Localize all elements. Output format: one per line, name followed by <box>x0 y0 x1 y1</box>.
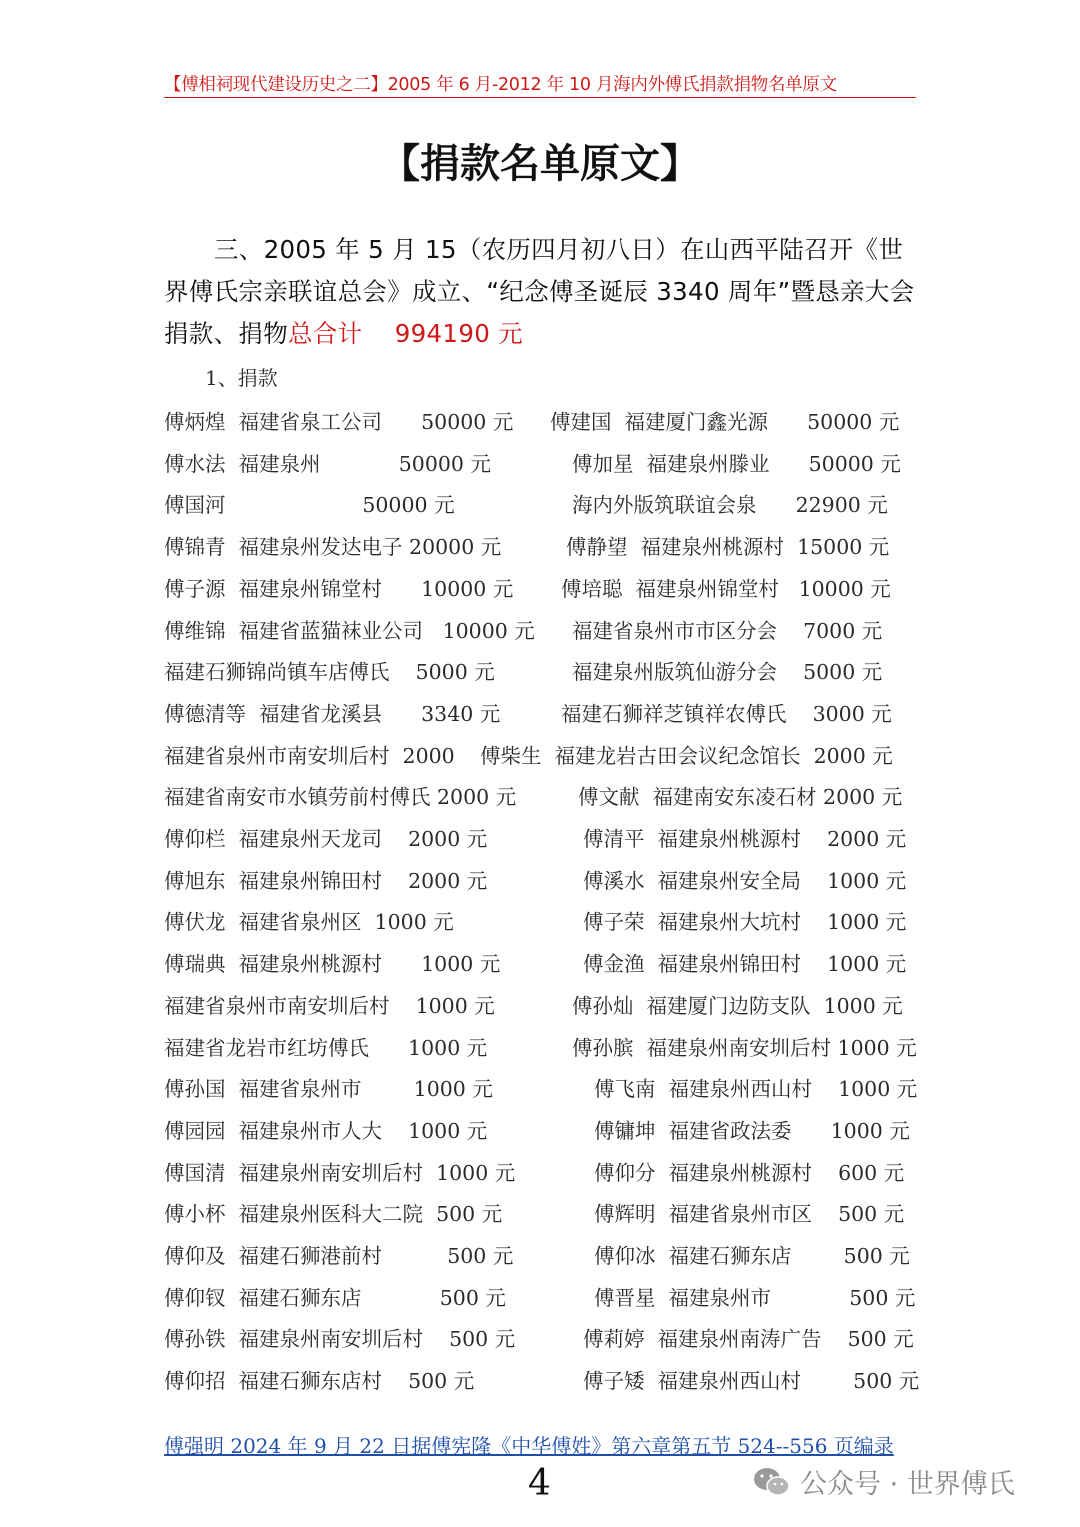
donation-left: 傅孙国 福建省泉州市 1000 元 <box>164 1077 493 1102</box>
donation-row <box>0 655 1080 685</box>
donation-row <box>0 780 1080 810</box>
donation-left: 福建石狮锦尚镇车店傅氏 5000 元 <box>164 660 495 685</box>
donation-left: 傅园园 福建泉州市人大 1000 元 <box>164 1118 488 1143</box>
donation-left: 傅国清 福建泉州南安圳后村 1000 元 <box>164 1160 516 1185</box>
donation-row <box>0 697 1080 727</box>
donation-row <box>0 405 1080 435</box>
donation-left: 傅子源 福建泉州锦堂村 10000 元 <box>164 576 514 601</box>
donation-right: 傅晋星 福建泉州市 500 元 <box>594 1285 916 1310</box>
donation-right: 傅静望 福建泉州桃源村 15000 元 <box>566 535 890 560</box>
donation-row <box>0 822 1080 852</box>
donation-row <box>0 530 1080 560</box>
donation-row <box>0 1281 1080 1311</box>
donation-right: 傅孙膑 福建泉州南安圳后村 1000 元 <box>572 1035 917 1060</box>
donation-row <box>0 1322 1080 1352</box>
donation-right: 傅仰分 福建泉州桃源村 600 元 <box>594 1160 905 1185</box>
donation-right: 福建石狮祥芝镇祥农傅氏 3000 元 <box>561 701 892 726</box>
donation-right: 傅柴生 福建龙岩古田会议纪念馆长 2000 元 <box>480 743 893 768</box>
donation-row <box>0 1072 1080 1102</box>
donation-row <box>0 1197 1080 1227</box>
donation-right: 傅莉婷 福建泉州南涛广告 500 元 <box>583 1327 914 1352</box>
donation-row <box>0 572 1080 602</box>
donation-right: 傅镛坤 福建省政法委 1000 元 <box>594 1118 910 1143</box>
donation-left: 福建省泉州市南安圳后村 2000 <box>164 743 455 768</box>
donation-row <box>0 447 1080 477</box>
donation-row <box>0 614 1080 644</box>
donation-right: 傅飞南 福建泉州西山村 1000 元 <box>594 1077 918 1102</box>
donation-right: 福建泉州版筑仙游分会 5000 元 <box>572 660 883 685</box>
donation-left: 傅仰钗 福建石狮东店 500 元 <box>164 1285 506 1310</box>
donation-right: 傅辉明 福建省泉州市区 500 元 <box>594 1202 905 1227</box>
donation-left: 傅维锦 福建省蓝猫袜业公司 10000 元 <box>164 618 535 643</box>
donation-row <box>0 739 1080 769</box>
donation-left: 福建省南安市水镇劳前村傅氏 2000 元 <box>164 785 517 810</box>
donation-left: 傅德清等 福建省龙溪县 3340 元 <box>164 701 501 726</box>
watermark-text: 公众号 · 世界傅氏 <box>800 1469 1015 1500</box>
donation-left: 傅炳煌 福建省泉工公司 50000 元 <box>164 410 514 434</box>
donation-left: 傅国河 50000 元 <box>164 493 455 518</box>
donation-left: 傅仰招 福建石狮东店村 500 元 <box>164 1369 475 1394</box>
donation-right: 傅溪水 福建泉州安全局 1000 元 <box>583 868 907 893</box>
donation-row <box>0 864 1080 894</box>
donation-right: 傅清平 福建泉州桃源村 2000 元 <box>583 827 907 851</box>
donation-left: 傅孙铁 福建泉州南安圳后村 500 元 <box>164 1327 516 1352</box>
document-header: 【傅相祠现代建设历史之二】2005 年 6 月-2012 年 10 月海内外傅氏捐款捐物名单原文 <box>164 73 916 98</box>
donation-right: 傅仰冰 福建石狮东店 500 元 <box>594 1244 910 1268</box>
donation-left: 傅水法 福建泉州 50000 元 <box>164 451 491 476</box>
donation-right: 傅加星 福建泉州滕业 50000 元 <box>572 451 901 476</box>
source-link[interactable]: 傅强明 2024 年 9 月 22 日据傅宪隆《中华傅姓》第六章第五节 524--556 页编录 <box>164 1434 894 1458</box>
donation-left: 傅仰及 福建石狮港前村 500 元 <box>164 1244 514 1268</box>
donation-row <box>0 1239 1080 1269</box>
donation-row <box>0 989 1080 1019</box>
total-label: 总合计 <box>288 319 363 348</box>
donation-left: 傅伏龙 福建省泉州区 1000 元 <box>164 910 454 935</box>
donation-row <box>0 1031 1080 1061</box>
donation-left: 傅旭东 福建泉州锦田村 2000 元 <box>164 868 488 893</box>
watermark <box>752 1462 1015 1501</box>
donation-left: 傅瑞典 福建泉州桃源村 1000 元 <box>164 952 501 977</box>
wechat-icon <box>752 1465 792 1499</box>
donation-right: 傅子矮 福建泉州西山村 500 元 <box>583 1369 920 1394</box>
donation-right: 傅文献 福建南安东凌石材 2000 元 <box>578 785 903 810</box>
donation-row <box>0 1364 1080 1394</box>
section-heading: 1、捐款 <box>205 366 278 390</box>
donation-row <box>0 1156 1080 1186</box>
donation-left: 福建省龙岩市红坊傅氏 1000 元 <box>164 1035 488 1060</box>
donation-right: 傅子荣 福建泉州大坑村 1000 元 <box>583 910 907 935</box>
donation-right: 傅建国 福建厦门鑫光源 50000 元 <box>550 410 900 434</box>
donation-left: 福建省泉州市南安圳后村 1000 元 <box>164 993 495 1018</box>
donation-row <box>0 905 1080 935</box>
donation-row <box>0 1114 1080 1144</box>
page-number: 4 <box>528 1463 551 1504</box>
donation-row <box>0 488 1080 518</box>
intro-paragraph <box>164 229 924 355</box>
intro-text: 三、2005 年 5 月 15（农历四月初八日）在山西平陆召开《世界傅氏宗亲联谊总会》成立、“纪念傅圣诞辰 3340 周年”暨恳亲大会捐款、捐物 <box>164 235 915 348</box>
donation-left: 傅小杯 福建泉州医科大二院 500 元 <box>164 1202 503 1227</box>
total-value: 994190 元 <box>394 319 523 348</box>
donation-left: 傅仰栏 福建泉州天龙司 2000 元 <box>164 827 488 851</box>
donation-right: 傅孙灿 福建厦门边防支队 1000 元 <box>572 993 903 1018</box>
donation-right: 福建省泉州市市区分会 7000 元 <box>572 618 883 643</box>
donation-right: 傅金渔 福建泉州锦田村 1000 元 <box>583 952 907 977</box>
donation-right: 傅培聪 福建泉州锦堂村 10000 元 <box>561 576 891 601</box>
donation-row <box>0 947 1080 977</box>
donation-left: 傅锦青 福建泉州发达电子 20000 元 <box>164 535 502 560</box>
donation-right: 海内外版筑联谊会泉 22900 元 <box>572 493 888 518</box>
page-title: 【捐款名单原文】 <box>380 141 700 187</box>
